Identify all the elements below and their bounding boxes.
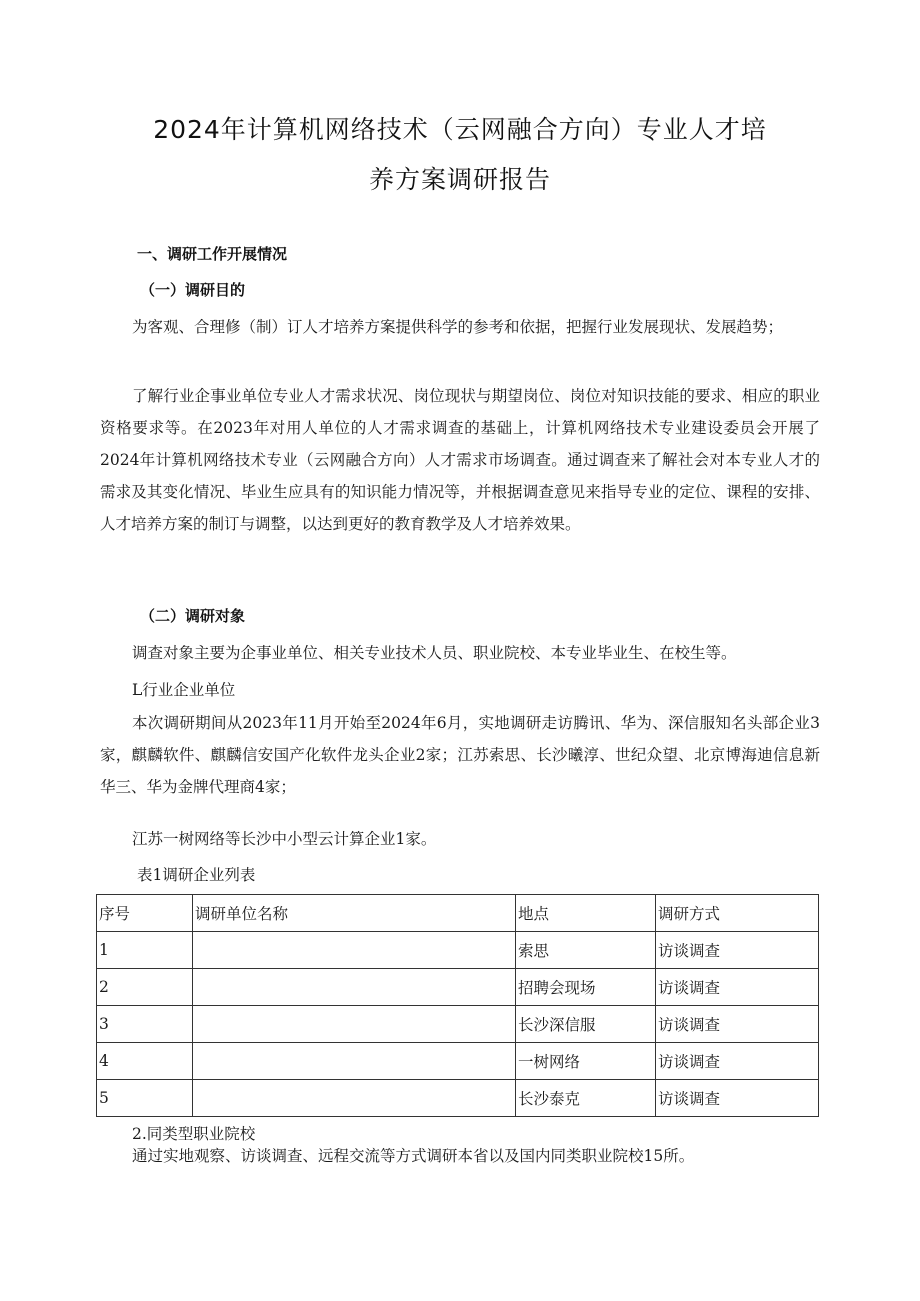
table-cell — [193, 1043, 516, 1080]
objects-paragraph: 调查对象主要为企事业单位、相关专业技术人员、职业院校、本专业毕业生、在校生等。 — [132, 644, 737, 662]
table-cell: 长沙深信服 — [516, 1006, 656, 1043]
table-cell: 招聘会现场 — [516, 969, 656, 1006]
table-cell: 1 — [97, 932, 193, 969]
table-row — [97, 1006, 819, 1043]
table-cell — [193, 932, 516, 969]
title-line-1: 2024年计算机网络技术（云网融合方向）专业人才培 — [153, 115, 767, 144]
header-cell: 调研方式 — [656, 895, 819, 932]
table-cell — [193, 1006, 516, 1043]
header-cell: 地点 — [516, 895, 656, 932]
purpose-paragraph-2: 了解行业企事业单位专业人才需求状况、岗位现状与期望岗位、岗位对知识技能的要求、相应的职业资格要求等。在2023年对用人单位的人才需求调查的基础上，计算机网络技术专业建设委员会开展了2024年计算机网络技术专业（云网融合方向）人才需求市场调查。通过调查来了解社会对本专业人才的需求及其变化情况、毕业生应具有的知识能力情况等，并根据调查意见来指导专业的定位、课程的安排、人才培养方案的制订与调整，以达到更好的教育教学及人才培养效果。 — [100, 387, 820, 533]
enterprise-paragraph-1: 本次调研期间从2023年11月开始至2024年6月，实地调研走访腾讯、华为、深信服知名头部企业3家，麒麟软件、麒麟信安国产化软件龙头企业2家；江苏索思、长沙曦淳、世纪众望、北京博海迪信息新华三、华为金牌代理商4家； — [100, 714, 820, 796]
table-cell: 访谈调查 — [656, 969, 819, 1006]
table-cell: 长沙泰克 — [516, 1080, 656, 1117]
table-row — [97, 969, 819, 1006]
schools-paragraph: 通过实地观察、访谈调查、远程交流等方式调研本省以及国内同类职业院校15所。 — [132, 1147, 695, 1165]
survey-enterprise-table — [96, 894, 819, 1117]
enterprise-paragraph-2: 江苏一树网络等长沙中小型云计算企业1家。 — [132, 830, 437, 848]
subheading-purpose: （一）调研目的 — [140, 281, 246, 299]
list-item-schools: 2.同类型职业院校 — [132, 1125, 256, 1143]
table-cell: 3 — [97, 1006, 193, 1043]
table-cell: 访谈调查 — [656, 1080, 819, 1117]
table-row — [97, 932, 819, 969]
table-cell — [193, 1080, 516, 1117]
table-cell: 访谈调查 — [656, 1043, 819, 1080]
header-cell: 调研单位名称 — [193, 895, 516, 932]
subheading-objects: （二）调研对象 — [140, 607, 246, 625]
section-heading-1: 一、调研工作开展情况 — [137, 245, 288, 263]
table-row — [97, 1080, 819, 1117]
table-header-row — [97, 895, 819, 932]
purpose-paragraph-1: 为客观、合理修（制）订人才培养方案提供科学的参考和依据，把握行业发展现状、发展趋势； — [132, 318, 784, 336]
table-cell: 2 — [97, 969, 193, 1006]
table-cell: 一树网络 — [516, 1043, 656, 1080]
table-cell: 5 — [97, 1080, 193, 1117]
header-cell: 序号 — [97, 895, 193, 932]
table-caption: 表1调研企业列表 — [137, 866, 256, 884]
table-cell — [193, 969, 516, 1006]
table-cell: 索思 — [516, 932, 656, 969]
table-cell: 访谈调查 — [656, 1006, 819, 1043]
title-line-2: 养方案调研报告 — [368, 165, 551, 194]
table-cell: 4 — [97, 1043, 193, 1080]
list-item-enterprises: L行业企业单位 — [132, 681, 236, 699]
table-row — [97, 1043, 819, 1080]
table-cell: 访谈调查 — [656, 932, 819, 969]
